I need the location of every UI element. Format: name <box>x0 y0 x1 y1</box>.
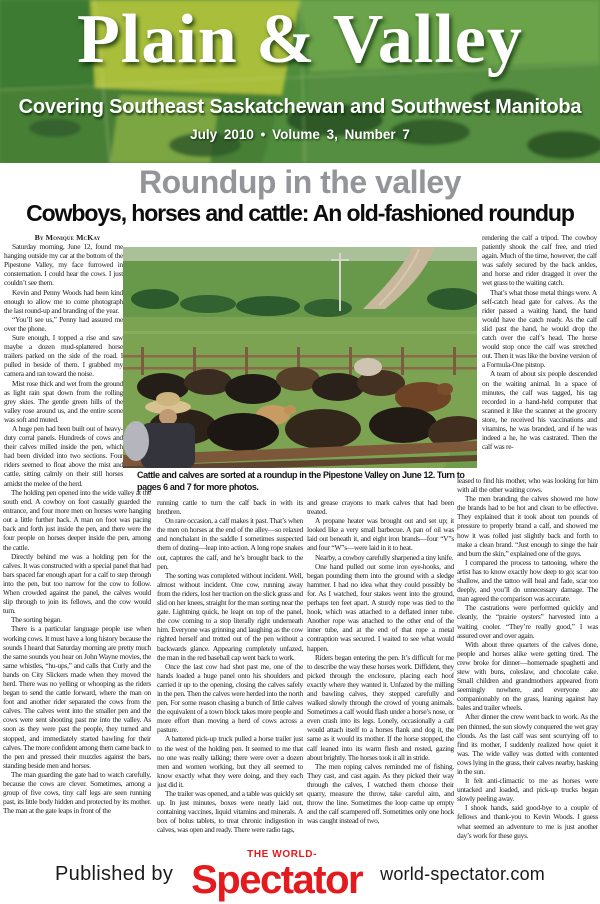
cattle-pen-scene <box>123 247 477 468</box>
paragraph: Saturday morning, June 12, found me hanging outside my car at the bottom of the Pipestone Valley, my face furrowed in consternation. I could hear the cows. I just couldn’t see them. <box>4 242 123 288</box>
paragraph: The men roping calves reminded me of fishing. They cast, and cast again. As they picked their way through the calves, I watched them choose their quarry, measure the throw, take careful aim, and throw the line. Sometimes the loop came up empty and the calf scampered off. Sometimes only one hock was caught instead of two, <box>307 761 454 826</box>
paragraph: Kevin and Penny Woods had been kind enough to allow me to come photograph the last round-up and branding of the year. <box>4 287 123 315</box>
paragraph: “You’ll see us,” Penny had assured me over the phone. <box>4 314 123 333</box>
paragraph: Sure enough, I topped a rise and saw maybe a dozen mud-splattered horse trailers parked on the side of the road. I pulled in beside of them. I grabbed my camera and ran toward the noise. <box>4 333 123 379</box>
paragraph: With about three quarters of the calves done, people and horses alike were getting tired. The crew broke for dinner—homemade spaghetti and stew with buns, coleslaw, and chocolate cake. Small children and grandmothers appeared from seemingly nowhere, and everyone ate companionably on the grass, leaning against hay bales and trailer wheels. <box>457 639 598 713</box>
paragraph: It felt anti-climactic to me as horses were untacked and loaded, and pick-up trucks began slowly peeling away. <box>457 776 598 804</box>
paragraph: Mist rose thick and wet from the ground as light rain spat down from the rolling grey skies. The gentle green hills of the valley rose around us, and the entire scene was soft and muted. <box>4 378 123 424</box>
paragraph: That’s what those metal things were. A self-catch head gate for calves. As the rider passed a waiting hand, the hand would have the catch ready. As the calf slid past the hand, he would drop the catch over the calf’s head. The horse would stop once the calf was stretched out. Then it was like the bovine version of a Formula-One pitstop. <box>482 287 597 370</box>
kicker-headline: Roundup in the valley <box>139 164 461 200</box>
paragraph: Nearby, a cowboy carefully sharpened a tiny knife. <box>315 552 454 562</box>
masthead-subtitle: Covering Southeast Saskatchewan and Southwest Manitoba <box>18 96 582 118</box>
article-column-3 <box>307 498 454 856</box>
paragraph: The men branding the calves showed me how the brands had to be hot and clean to be effective. They explained that it took about ten pounds of pressure to properly brand a calf, and showed me how it was rolled just slightly back and forth to make a clean brand. “Just enough to singe the hair and burn the skin,” explained one of the guys. <box>457 494 598 558</box>
roundup-photo <box>123 247 477 468</box>
masthead-title: Plain & Valley <box>77 1 523 78</box>
paragraph: The sorting began. <box>11 615 62 625</box>
paragraph: leased to find his mother, who was looking for him with all the other waiting cows. <box>457 476 598 495</box>
article-column-4-bottom <box>457 476 598 858</box>
article-text <box>3 488 151 815</box>
article-text <box>307 498 454 825</box>
paragraph: One hand pulled out some iron eye-hooks, and began pounding them into the ground with a sledge hammer. I had no idea what they could possibly be for. As I watched, four stakes went into the ground, perhaps ten feet apart. A sturdy rope was tied to the hook, which was attached to a deflated inner tube. Another rope was attached to the other end of the inner tube, and at the end of that rope a metal contraption was secured. I waited to see what would happen. <box>307 561 454 653</box>
paragraph: There is a particular language people use when working cows. It must have a long history because the sounds I heard that Saturday morning are pretty much the same sounds you hear on John Wayne movies, the same whistles, “hu-ups,” and calls that Curly and the hands on City Slickers made when they moved the herd. There was no yelling or whooping as the riders began to send the cattle forward, where the man on foot and another rider separated the cows from the calves. The calves went into the smaller pen and the cows were sent shooting past me into the valley. As soon as they were past the people, they turned and stopped, and immediately started bawling for their calves. The more confident among them came back to the pen and pressed their muzzles against the bars, standing beside men and horses. <box>3 624 151 770</box>
paragraph: The holding pen opened into the wide valley at the south end. A cowboy on foot casually guarded the entrance, and four more men on horses were hanging out a little further back. A man on foot was pacing back and forth just inside the pen, and there were the four people on horses deeper inside the pen, among the cattle. <box>3 488 151 552</box>
paragraph: running cattle to turn the calf back in with its brethren. <box>157 498 303 517</box>
website-text: world-spectator.com <box>380 863 545 884</box>
paragraph: A team of about six people descended on the waiting animal. In a space of minutes, the calf was tagged, his tag recorded in a hand-held computer that scanned it like the scanner at the grocery store, he received his vaccinations and vitamins, he was branded, and if he was indeed a he, he was castrated. Then the calf was re- <box>482 369 597 452</box>
issue-date-line: July 2010 • Volume 3, Number 7 <box>190 127 410 142</box>
paragraph: The sorting was completed without incident. Well, almost without incident. One cow, running away from the riders, lost her traction on the slick grass and slid on her knees, straight for the man sorting near the gate. Lightning quick, he leapt on top of the panel, the cow coming to a stop literally right underneath him. Everyone was grinning and laughing as the cow righted herself and trotted out of the pen without a backwards glance. Appearing completely unfazed, the man in the red baseball cap went back to work. <box>157 570 303 662</box>
paragraph: Directly behind me was a holding pen for the calves. It was constructed with a special panel that had bars spaced far enough apart for a calf to step through into the pen, but too narrow for the cow to follow. When crowded against the panel, the calves would slip through to join its fellows, and the cow would turn. <box>3 551 151 616</box>
paragraph: After dinner the crew went back to work. As the pen thinned, the sun slowly conquered the wet gray clouds. As the last calf was sent scurrying off to find its mother, I suddenly realized how quiet it was. The wide valley was dotted with contented cows lying in the grass, their calves nearby, basking in the sun. <box>457 712 598 776</box>
paragraph: rendering the calf a tripod. The cowboy patiently shook the calf free, and tried again. Much of the time, however, the calf was safely secured by the back ankles, and horse and rider dragged it over the wet grass to the waiting catch. <box>482 233 597 288</box>
paragraph: The trailer was opened, and a table was quickly set up. In just minutes, boxes were neatly laid out, containing vaccines, liquid vitamins and minerals. A box of bolus tablets, to treat chronic indigestion in calves, was open and ready. There were radio tags, <box>157 789 303 835</box>
logo-spectator-text: Spectator <box>191 858 363 902</box>
byline: By Monique McKay <box>34 233 101 242</box>
article-text <box>4 242 123 487</box>
paragraph: The man guarding the gate had to watch carefully, because the cows are clever. Sometimes, among a group of five cows, tiny calf legs are seen running past, its little body hidden and protected by its mother. The man at the gate leaps in front of the <box>3 769 151 816</box>
paragraph: A battered pick-up truck pulled a horse trailer just to the west of the holding pen. It seemed to me that no one was really talking; there were over a dozen men and women working, but they all seemed to know exactly what they were doing, and they each just did it. <box>157 734 303 789</box>
article-column-2 <box>157 498 303 856</box>
paragraph: On rare occasion, a calf makes it past. That’s when the men on horses at the end of the alley—so relaxed and nonchalant in the saddle I sometimes suspected them of dozing—leap into action. A long rope snakes out, captures the calf, and he’s brought back to the pen. <box>157 516 303 571</box>
paragraph: The castrations were performed quickly and cleanly, the “prairie oysters” harvested into a waiting cooler. “They’re really good,” I was assured over and over again. <box>457 603 598 640</box>
main-headline: Cowboys, horses and cattle: An old-fashioned roundup <box>26 200 574 226</box>
paragraph: and grease crayons to mark calves that had been treated. <box>307 498 454 517</box>
paragraph: A huge pen had been built out of heavy-duty corral panels. Hundreds of cows and their calves milled inside the pen, which had been divided into two sections. Four riders seemed to float above the mist and cattle, sitting calmly on their still horses amidst the melee of the herd. <box>4 423 123 487</box>
paragraph: I compared the process to tattooing, where the artist has to know exactly how deep to go; scar too shallow, and the tattoo will heal and fade, scar too deeply, and you’ll do unnecessary damage. The man agreed the comparison was accurate. <box>457 557 598 604</box>
paragraph: Riders began entering the pen. It’s difficult for me to describe the way these horses work. Diffident, they picked through the enclosure, placing each hoof exactly where they wanted it. Unfazed by the milling and bawling calves, they stepped carefully and walked slowly through the crowd of young animals. Sometimes a calf would flash under a horse’s nose, or even crash into its legs. Lonely, occasionally a calf would attach itself to a horses flank and dog it, the same as it would its mother. If the horse stopped, the calf leaned into its warm flesh and rested, gazing about brightly. The horses took it all in stride. <box>307 652 454 762</box>
article-text <box>482 233 597 451</box>
paragraph: A propane heater was brought out and set up; it looked like a very small barbecue. A pan of oil was laid out beneath it, and eight iron brands—four “V”s and four “W”s—were laid in it to heat. <box>307 516 454 553</box>
published-by-label: Published by <box>55 862 174 885</box>
publisher-footer <box>0 845 600 903</box>
paragraph: I shook hands, said good-bye to a couple of fellows and thank-you to Kevin Woods. I guess what seemed an adventure to me is just another day’s work for these guys. <box>457 803 598 840</box>
article-column-1-top <box>4 233 123 487</box>
article-text <box>457 476 598 840</box>
paragraph: Once the last cow had shot past me, one of the hands loaded a huge panel onto his shoulders and carried it up to the opening, closing the calves safely in the pen. Then the calves were herded into the north pen. For some reason chasing a bunch of little calves the equivalent of a town block takes more people and more effort than moving a herd of cows across a pasture. <box>157 661 303 735</box>
logo-the-world-text: THE WORLD- <box>247 849 318 860</box>
article-text <box>157 498 303 834</box>
world-spectator-logo <box>191 848 362 900</box>
photo-caption: Cattle and calves are sorted at a roundup in the Pipestone Valley on June 12. Turn to pages 6 and 7 for more photos. <box>137 470 465 492</box>
article-column-1-bottom <box>3 488 151 856</box>
masthead <box>0 0 600 163</box>
article-column-4-top <box>482 233 597 474</box>
